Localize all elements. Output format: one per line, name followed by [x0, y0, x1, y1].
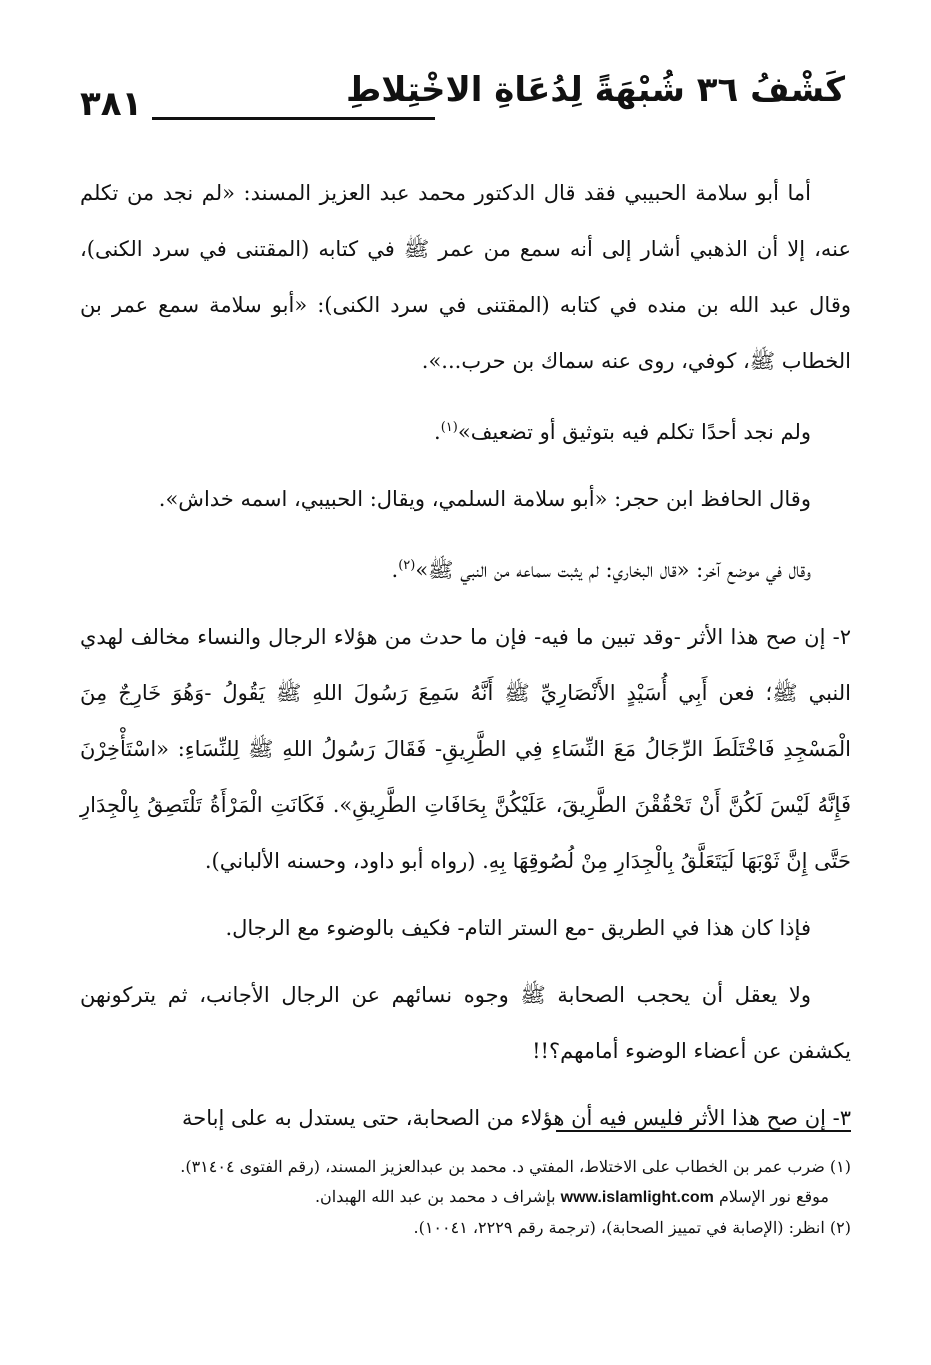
paragraph-2: [80, 400, 851, 460]
footnote-1-site-label: موقع نور الإسلام: [718, 1187, 829, 1206]
paragraph-1: [80, 165, 851, 389]
footnote-1-source: [80, 1182, 851, 1213]
footnotes: [80, 1152, 851, 1243]
book-title: كَشْفُ ٣٦ شُبْهَةً لِدُعَاةِ الاخْتِلاطِ: [345, 70, 845, 110]
page-number: ٣٨١: [80, 84, 143, 124]
paragraph-7: [80, 967, 851, 1079]
paragraph-4-tail: .: [391, 558, 399, 582]
paragraph-1-text: أما أبو سلامة الحبيبي فقد قال الدكتور محمد عبد العزيز المسند: «لم نجد من تكلم عنه، إلا أن الذهبي أشار إلى أنه سمع من عمر ﷺ في كتابه (المقتنى في سرد الكنى)، وقال عبد الله بن منده في كتابه (المقتنى في سرد الكنى): «أبو سلامة سمع عمر بن الخطاب ﷺ، كوفي، روى عنه سماك بن حرب...».: [80, 181, 851, 373]
paragraph-4: [80, 538, 851, 598]
paragraph-5-text: ٢- إن صح هذا الأثر -وقد تبين ما فيه- فإن ما حدث من هؤلاء الرجال والنساء مخالف لهدي النبي ﷺ؛ فعن أَبِي أُسَيْدٍ الأَنْصَارِيِّ ﷺ أَنَّهُ سَمِعَ رَسُولَ اللهِ ﷺ يَقُولُ -وَهُوَ خَارِجٌ مِنَ الْمَسْجِدِ فَاخْتَلَطَ الرِّجَالُ مَعَ النِّسَاءِ فِي الطَّرِيقِ- فَقَالَ رَسُولُ اللهِ ﷺ لِلنِّسَاءِ: «اسْتَأْخِرْنَ فَإِنَّهُ لَيْسَ لَكُنَّ أَنْ تَحْقُقْنَ الطَّرِيقَ، عَلَيْكُنَّ بِحَافَاتِ الطَّرِيقِ». فَكَانَتِ الْمَرْأَةُ تَلْتَصِقُ بِالْجِدَارِ حَتَّى إِنَّ ثَوْبَهَا لَيَتَعَلَّقُ بِالْجِدَارِ مِنْ لُصُوقِهَا بِهِ. (رواه أبو داود، وحسنه الألباني).: [80, 625, 851, 873]
paragraph-8: [80, 1090, 851, 1146]
footnote-1-supervision: بإشراف د محمد بن عبد الله الهبدان.: [314, 1187, 556, 1206]
footnote-ref-2: (٢): [398, 558, 416, 573]
footnote-2: (٢) انظر: (الإصابة في تمييز الصحابة)، (ترجمة رقم ٢٢٢٩، ١٠٠٤١).: [413, 1218, 851, 1237]
header-rule: [152, 117, 435, 120]
page-body: [80, 165, 851, 1157]
paragraph-4-text: وقال في موضع آخر: «قال البخاري: لم يثبت سماعه من النبي ﷺ»: [415, 558, 811, 582]
paragraph-6: [80, 900, 851, 956]
paragraph-8-text: ٣- إن صح هذا الأثر فليس فيه أن هؤلاء من الصحابة، حتى يستدل به على إباحة: [181, 1106, 851, 1130]
paragraph-2-text: ولم نجد أحدًا تكلم فيه بتوثيق أو تضعيف»: [457, 420, 811, 444]
paragraph-5: [80, 609, 851, 889]
footnote-1: (١) ضرب عمر بن الخطاب على الاختلاط، المفتي د. محمد بن عبدالعزيز المسند، (رقم الفتوى ٣١٤٠٤).: [180, 1157, 851, 1176]
footnote-ref-1: (١): [440, 420, 458, 435]
footnote-separator: [556, 1130, 851, 1132]
footnote-1-url: www.islamlight.com: [560, 1189, 714, 1206]
paragraph-3: [80, 471, 851, 527]
paragraph-3-text: وقال الحافظ ابن حجر: «أبو سلامة السلمي، ويقال: الحبيبي، اسمه خداش».: [158, 487, 811, 511]
paragraph-2-tail: .: [434, 420, 441, 444]
running-header: [80, 62, 851, 142]
paragraph-7-text: ولا يعقل أن يحجب الصحابة ﷺ وجوه نسائهم عن الرجال الأجانب، ثم يتركونهن يكشفن عن أعضاء الوضوء أمامهم؟!!: [80, 983, 851, 1063]
paragraph-6-text: فإذا كان هذا في الطريق -مع الستر التام- فكيف بالوضوء مع الرجال.: [225, 916, 811, 940]
